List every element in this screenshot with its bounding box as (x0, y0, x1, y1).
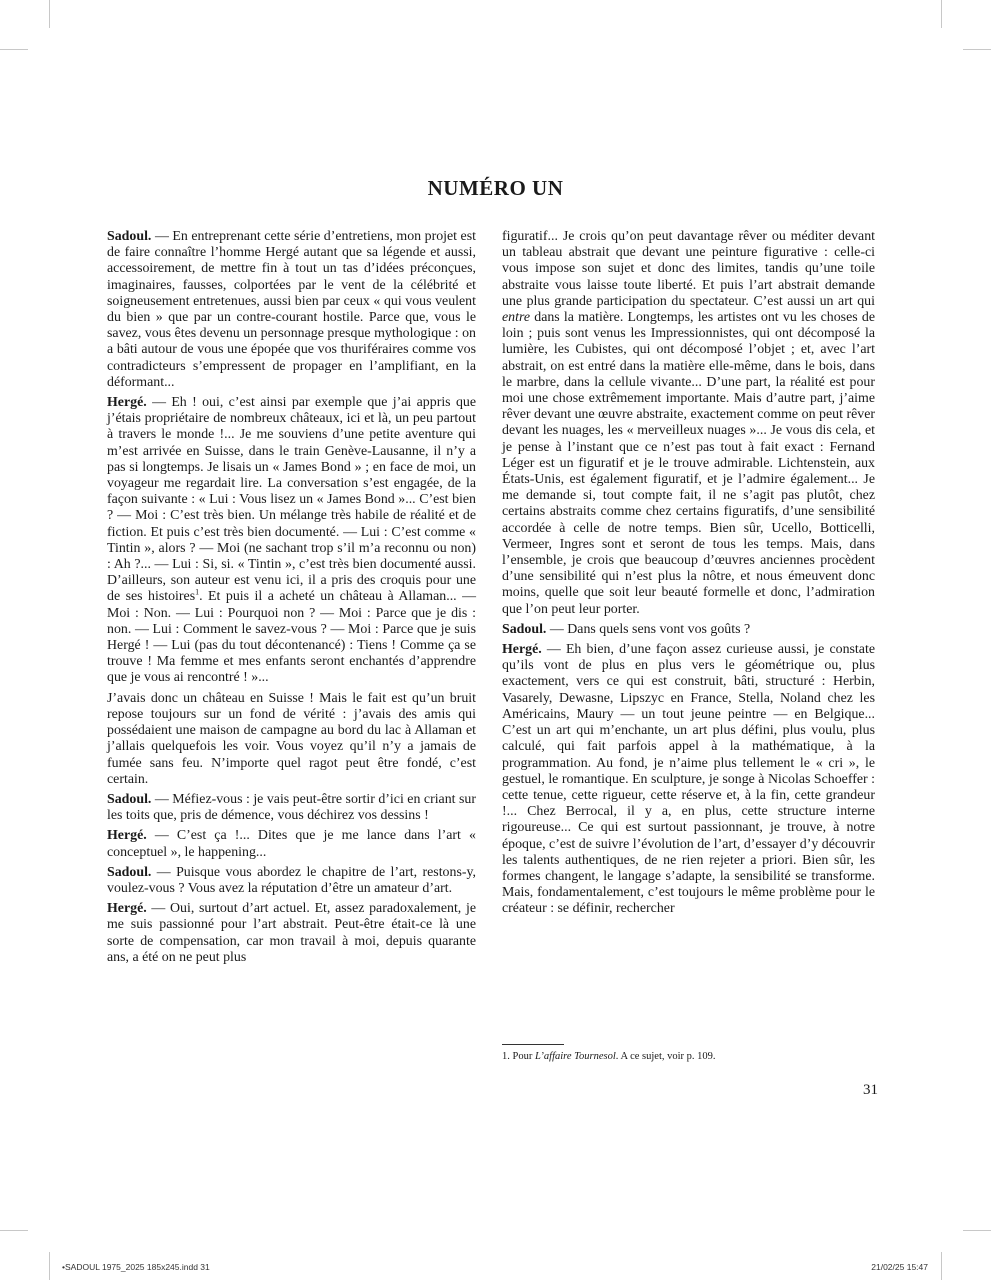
speaker-name: Sadoul. (107, 791, 152, 807)
speaker-name: Sadoul. (502, 621, 547, 637)
print-slug-file: •SADOUL 1975_2025 185x245.indd 31 (62, 1262, 210, 1272)
paragraph-text: figuratif... Je crois qu’on peut davantage rêver ou méditer devant un tableau abstrait que devant une peinture figurative : celle-ci vous impose son sujet et donc des limites, tandis qu’une toile abstraite vous laisse toute liberté. Et puis l’art abstrait demande une plus grande participation du spectateur. C’est aussi un art qui (502, 229, 875, 309)
print-slug-date: 21/02/25 15:47 (871, 1262, 928, 1272)
paragraph-text: J’avais donc un château en Suisse ! Mais le fait est qu’un bruit repose toujours sur un fond de vérité : j’avais des amis qui possédaient une maison de campagne au bord du lac à Allaman et j’allais quelquefois les voir. Vous voyez qu’il n’y a jamais de fumée sans feu. N’importe quel ragot peut être fondé, c’est certain. (107, 690, 476, 787)
footnote-text: Pour (509, 1051, 535, 1062)
paragraph-text: dans la matière. Longtemps, les artistes ont vu les choses de loin ; puis sont venus les Impressionnistes, qui ont décomposé la lumière, les Cubistes, qui ont décomposé l’objet ; et, avec l’art abstrait, on est entré dans la matière elle-même, dans le bois, dans le marbre, dans la cellule vivante... D’une part, la réalité est pour moi une chose extrêmement importante. Mais d’autre part, j’aime rêver devant une œuvre abstraite, exactement comme on peut rêver devant les nuages, les « merveilleux nuages »... Je vous dis cela, et je pense à l’instant que ce n’est pas tout à fait exact : Fernand Léger est un figuratif et je le trouve admirable. Lichtenstein, aux États-Unis, est également figuratif, et je l’admire également... Je me demande si, tout compte fait, il ne s’agit pas plutôt, chez certains abstraits comme chez certains figuratifs, d’une sensibilité accordée à celle de notre temps. Bien sûr, Ucello, Botticelli, Vermeer, Ingres sont et seront de tous les temps. Mais, dans l’ensemble, je crois que beaucoup d’œuvres anciennes procèdent d’une sensibilité qui n’est plus la nôtre, et nous émeuvent donc moins, quelle que soit leur beauté formelle et donc, l’admiration que l’on peut leur porter. (502, 310, 875, 617)
paragraph (502, 642, 875, 917)
paragraph-text: — Eh ! oui, c’est ainsi par exemple que j’ai appris que j’étais propriétaire de nombreux châteaux, ici et là, un peu partout à travers le monde !... Je me souviens d’une petite aventure qui m’est arrivée en Suisse, dans le train Genève-Lausanne, il n’y a pas si longtemps. Je lisais un « James Bond » ; en face de moi, un voyageur me regardait lire. La conversation s’est engagée, de la façon suivante : « Lui : Vous lisez un « James Bond »... C’est bien ? — Moi : C’est très bien. Un mélange très habile de réalité et de fiction. Et puis c’est très bien documenté. — Lui : C’est comme « Tintin », alors ? — Moi (ne sachant trop s’il m’a reconnu ou non) : Ah ?... — Lui : Si, si. « Tintin », c’est très bien documenté aussi. D’ailleurs, son auteur est venu ici, il a pris des croquis pour une de ses histoires (107, 395, 476, 605)
crop-mark-left-bottom (0, 1230, 28, 1231)
speaker-name: Hergé. (107, 901, 147, 917)
speaker-name: Hergé. (107, 828, 147, 844)
paragraph (502, 622, 875, 638)
paragraph (107, 229, 476, 391)
paragraph (107, 865, 476, 897)
text-column-right (502, 229, 875, 922)
paragraph-text: — En entreprenant cette série d’entretiens, mon projet est de faire connaître l’homme Hergé autant que sa légende et aussi, accessoirement, de mettre fin à tout un tas d’idées préconçues, imaginaires, fausses, colportées par le vent de la célébrité et soigneusement entretenues, aussi bien par ceux « qui vous veulent du bien » que par un contre-courant hostile. Parce que, vous le savez, vous êtes devenu un personnage presque mythologique : on a bâti autour de vous une épopée que vos thuriféraires comme vos contradicteurs s’empressent de propager en l’amplifiant, en la déformant... (107, 229, 476, 390)
crop-mark-right-bottom (963, 1230, 991, 1231)
footnote-number: 1. (502, 1051, 510, 1062)
crop-mark-left-top (0, 49, 28, 50)
paragraph (107, 691, 476, 788)
footnote-text: . A ce sujet, voir p. 109. (615, 1051, 716, 1062)
crop-mark-bottom-left (49, 1252, 50, 1280)
paragraph-text: — Puisque vous abordez le chapitre de l’art, restons-y, voulez-vous ? Vous avez la réputation d’être un amateur d’art. (107, 864, 476, 896)
speaker-name: Hergé. (107, 395, 147, 411)
text-column-left (107, 229, 476, 970)
paragraph (502, 229, 875, 618)
paragraph-text: — C’est ça !... Dites que je me lance dans l’art « conceptuel », le happening... (107, 828, 476, 860)
crop-mark-right-top (963, 49, 991, 50)
paragraph (107, 792, 476, 824)
footnote-rule (502, 1044, 564, 1045)
speaker-name: Sadoul. (107, 864, 152, 880)
emphasis-text: entre (502, 310, 531, 326)
paragraph-text: — Oui, surtout d’art actuel. Et, assez paradoxalement, je me suis passionné pour l’art abstrait. Peut-être était-ce là une sorte de compensation, car mon travail à moi, depuis quarante ans, a été on ne peut plus (107, 901, 476, 965)
footnote-title: L’affaire Tournesol (534, 1051, 616, 1062)
footnote (502, 1050, 875, 1063)
paragraph-text: — Eh bien, d’une façon assez curieuse aussi, je constate qu’ils vont de plus en plus vers le géométrique ou, plus exactement, vers ce qui est construit, bâti, structuré : Herbin, Vasarely, Dewasne, Lipszyc en France, Stella, Noland chez les Américains, Maury — un tout jeune peintre — en Belgique... C’est un art qui m’enchante, un art plus défini, plus voulu, plus calculé, qui fait parfois appel à la mathématique, à la programmation. Au fond, je n’aime plus tellement le « cri », le gestuel, le romantique. En sculpture, je songe à Nicolas Schoeffer : cette tenue, cette rigueur, cette réserve et, à la fin, cette grandeur !... Chez Berrocal, il y a, en plus, cette structure interne rigoureuse... Ce qui est surtout passionnant, je trouve, à notre époque, c’est de suivre l’évolution de l’art, d’essayer d’y découvrir les talents authentiques, de ne rien rejeter a priori. Bien sûr, les formes changent, le langage s’adapte, la sensibilité se transforme. Mais, fondamentalement, c’est toujours le même problème pour le créateur : se définir, rechercher (502, 642, 875, 917)
crop-mark-top-left (49, 0, 50, 28)
paragraph-text: . Et puis il a acheté un château à Allaman... — Moi : Non. — Lui : Pourquoi non ? — Moi : Parce que je dis : non. — Lui : Comment le savez-vous ? — Moi : Parce que je suis Hergé ! — Lui (pas du tout décontenancé) : Tiens ! Comme ça se trouve ! Ma femme et mes enfants seront enchantés d’apprendre que je vous ai rencontré ! »... (107, 589, 476, 686)
paragraph (107, 828, 476, 860)
paragraph-text: — Méfiez-vous : je vais peut-être sortir d’ici en criant sur les toits que, pris de démence, vous déchirez vos dessins ! (107, 791, 476, 824)
crop-mark-bottom-right (941, 1252, 942, 1280)
crop-mark-top-right (941, 0, 942, 28)
speaker-name: Sadoul. (107, 229, 152, 244)
chapter-title: NUMÉRO UN (427, 176, 564, 200)
speaker-name: Hergé. (502, 642, 542, 658)
paragraph-text: — Dans quels sens vont vos goûts ? (546, 621, 751, 637)
footnote-reference: 1 (195, 587, 200, 597)
paragraph (107, 901, 476, 966)
paragraph (107, 395, 476, 687)
page-number: 31 (863, 1082, 878, 1098)
